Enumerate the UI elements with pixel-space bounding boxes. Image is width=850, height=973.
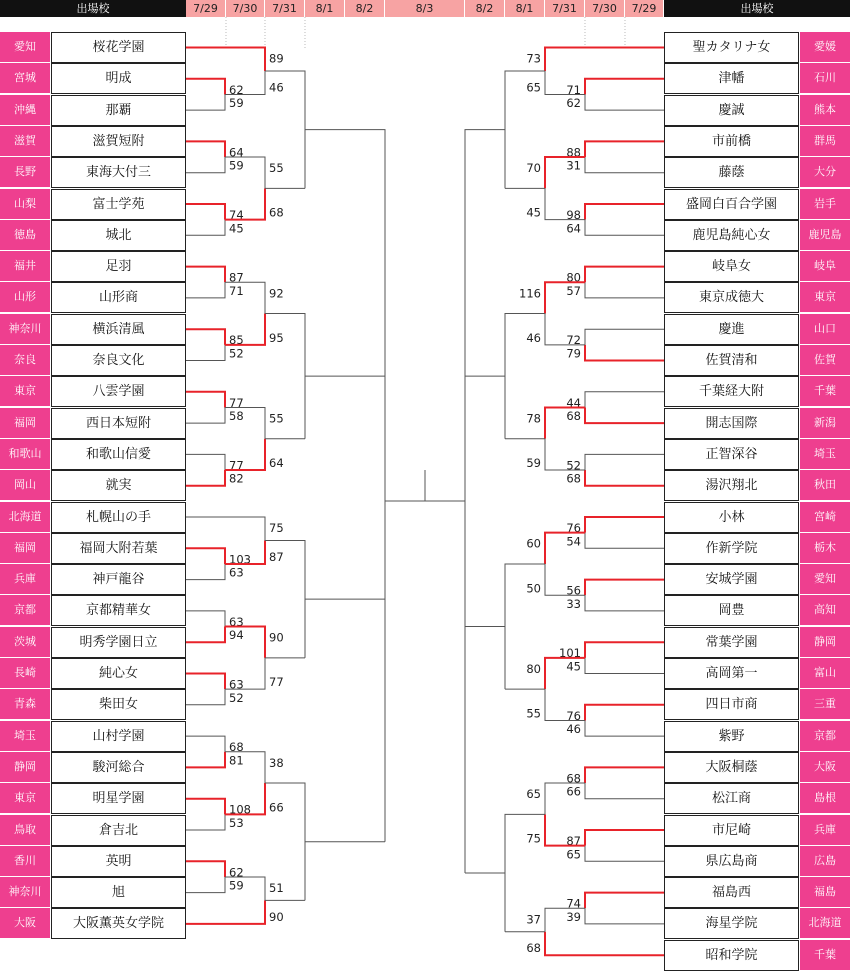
- score-label: 98: [566, 208, 581, 222]
- date-header-cell: 8/2: [345, 0, 385, 17]
- score-label: 66: [566, 784, 581, 799]
- bracket-line: [585, 267, 664, 283]
- prefecture-badge: 福島: [800, 877, 850, 907]
- school-name: 明秀学園日立: [51, 627, 186, 658]
- school-name: 津幡: [664, 63, 799, 94]
- school-name: 倉吉北: [51, 815, 186, 846]
- score-label: 70: [526, 161, 541, 176]
- date-header-cell: 7/30: [226, 0, 265, 17]
- school-name: 聖カタリナ女: [664, 32, 799, 63]
- score-label: 68: [566, 409, 581, 424]
- score-label: 37: [526, 912, 541, 927]
- bracket-line: [585, 220, 664, 236]
- bracket-line: [585, 392, 664, 408]
- school-name: 高岡第一: [664, 658, 799, 689]
- school-name: 西日本短附: [51, 408, 186, 439]
- bracket-line: [186, 736, 225, 752]
- school-name: 那覇: [51, 95, 186, 126]
- score-label: 50: [526, 581, 541, 596]
- bracket-line: [186, 329, 225, 345]
- score-label: 79: [566, 346, 581, 361]
- school-name: 純心女: [51, 658, 186, 689]
- score-label: 63: [229, 614, 244, 629]
- prefecture-badge: 大分: [800, 157, 850, 187]
- school-name: 駿河総合: [51, 752, 186, 783]
- school-label-right: 出場校: [664, 0, 850, 17]
- score-label: 72: [566, 333, 581, 348]
- score-label: 103: [229, 552, 251, 567]
- prefecture-badge: 大阪: [800, 752, 850, 782]
- bracket-line: [585, 783, 664, 799]
- bracket-line: [186, 548, 225, 564]
- bracket-line: [585, 407, 664, 423]
- date-header-cell: 7/29: [186, 0, 226, 17]
- prefecture-badge: 新潟: [800, 408, 850, 438]
- score-label: 64: [566, 221, 581, 236]
- bracket-line: [186, 407, 225, 423]
- school-name: 市前橋: [664, 126, 799, 157]
- school-name: 市尼崎: [664, 815, 799, 846]
- bracket-line: [585, 345, 664, 361]
- date-header-cell: 8/1: [305, 0, 345, 17]
- score-label: 87: [229, 270, 244, 285]
- school-name: 大阪桐蔭: [664, 752, 799, 783]
- prefecture-badge: 神奈川: [0, 877, 50, 907]
- school-name: 岐阜女: [664, 251, 799, 282]
- score-label: 116: [519, 286, 541, 301]
- bracket-line: [585, 846, 664, 862]
- prefecture-badge: 千葉: [800, 940, 850, 970]
- prefecture-badge: 青森: [0, 689, 50, 719]
- score-label: 65: [526, 80, 541, 95]
- prefecture-badge: 愛媛: [800, 32, 850, 62]
- bracket-line: [186, 48, 265, 71]
- prefecture-badge: 愛知: [800, 564, 850, 594]
- school-name: 藤蔭: [664, 157, 799, 188]
- bracket-line: [186, 752, 225, 768]
- prefecture-badge: 秋田: [800, 470, 850, 500]
- score-label: 59: [229, 878, 244, 893]
- date-header-cell: 8/1: [505, 0, 545, 17]
- bracket-line: [545, 48, 664, 71]
- prefecture-badge: 兵庫: [800, 815, 850, 845]
- bracket-line: [585, 642, 664, 658]
- prefecture-badge: 福井: [0, 251, 50, 281]
- prefecture-badge: 山梨: [0, 189, 50, 219]
- prefecture-badge: 北海道: [800, 908, 850, 938]
- bracket-line: [186, 674, 225, 690]
- school-name: 福岡大附若葉: [51, 533, 186, 564]
- school-name: 開志国際: [664, 408, 799, 439]
- school-name: 神戸龍谷: [51, 564, 186, 595]
- school-name: 東京成徳大: [664, 282, 799, 313]
- score-label: 80: [566, 270, 581, 285]
- bracket-line: [585, 658, 664, 674]
- bracket-line: [186, 220, 225, 236]
- score-label: 74: [566, 896, 581, 911]
- school-name: 英明: [51, 846, 186, 877]
- bracket-line: [465, 627, 505, 873]
- score-label: 87: [269, 549, 284, 564]
- school-name: 四日市商: [664, 689, 799, 720]
- score-label: 77: [229, 395, 244, 410]
- prefecture-badge: 岐阜: [800, 251, 850, 281]
- prefecture-badge: 富山: [800, 658, 850, 688]
- prefecture-badge: 京都: [800, 721, 850, 751]
- score-label: 55: [269, 161, 284, 176]
- prefecture-badge: 静岡: [800, 627, 850, 657]
- prefecture-badge: 長崎: [0, 658, 50, 688]
- score-label: 33: [566, 596, 581, 611]
- score-label: 68: [229, 740, 244, 755]
- school-name: 東海大付三: [51, 157, 186, 188]
- bracket-line: [585, 580, 664, 596]
- bracket-line: [585, 470, 664, 486]
- prefecture-badge: 宮崎: [800, 502, 850, 532]
- bracket-line: [186, 900, 265, 923]
- score-label: 66: [269, 800, 284, 815]
- score-label: 90: [269, 909, 284, 924]
- score-label: 74: [229, 208, 244, 222]
- score-label: 58: [229, 409, 244, 424]
- bracket-line: [585, 595, 664, 611]
- score-label: 77: [229, 458, 244, 473]
- score-label: 54: [566, 534, 581, 549]
- score-label: 65: [566, 847, 581, 862]
- bracket-line: [585, 705, 664, 721]
- prefecture-badge: 岩手: [800, 189, 850, 219]
- score-label: 44: [566, 395, 581, 410]
- bracket-line: [186, 204, 225, 220]
- score-label: 90: [269, 630, 284, 645]
- bracket-line: [186, 79, 225, 95]
- bracket-line: [186, 564, 225, 580]
- score-label: 46: [269, 80, 284, 95]
- score-label: 45: [229, 221, 244, 236]
- bracket-line: [585, 533, 664, 549]
- bracket-line: [186, 517, 265, 540]
- score-label: 68: [269, 205, 284, 220]
- score-label: 78: [526, 411, 541, 426]
- prefecture-badge: 兵庫: [0, 564, 50, 594]
- bracket-line: [585, 893, 664, 909]
- school-name: 就実: [51, 470, 186, 501]
- school-name: 岡豊: [664, 595, 799, 626]
- bracket-line: [585, 517, 664, 533]
- school-name: 千葉経大附: [664, 376, 799, 407]
- prefecture-badge: 静岡: [0, 752, 50, 782]
- prefecture-badge: 石川: [800, 63, 850, 93]
- bracket-line: [545, 932, 664, 955]
- score-label: 55: [526, 706, 541, 721]
- school-name: 慶誠: [664, 95, 799, 126]
- prefecture-badge: 岡山: [0, 470, 50, 500]
- prefecture-badge: 東京: [0, 376, 50, 406]
- bracket-line: [186, 627, 225, 643]
- score-label: 95: [269, 330, 284, 345]
- prefecture-badge: 福岡: [0, 533, 50, 563]
- prefecture-badge: 山形: [0, 282, 50, 312]
- school-name: 松江商: [664, 783, 799, 814]
- score-label: 57: [566, 283, 581, 298]
- date-header-cell: 8/2: [465, 0, 505, 17]
- score-label: 62: [566, 96, 581, 111]
- school-name: 湯沢翔北: [664, 470, 799, 501]
- school-name: 山形商: [51, 282, 186, 313]
- prefecture-badge: 東京: [0, 783, 50, 813]
- school-name: 盛岡白百合学園: [664, 189, 799, 220]
- score-label: 38: [269, 755, 284, 770]
- bracket-line: [186, 611, 225, 627]
- prefecture-badge: 愛知: [0, 32, 50, 62]
- bracket-line: [186, 470, 225, 486]
- score-label: 76: [566, 521, 581, 535]
- score-label: 59: [526, 456, 541, 471]
- bracket-line: [585, 830, 664, 846]
- score-label: 63: [229, 677, 244, 692]
- score-label: 51: [269, 880, 284, 895]
- prefecture-badge: 長野: [0, 157, 50, 187]
- school-name: 札幌山の手: [51, 502, 186, 533]
- score-label: 65: [526, 787, 541, 802]
- prefecture-badge: 鹿児島: [800, 220, 850, 250]
- school-name: 昭和学院: [664, 940, 799, 971]
- bracket-line: [585, 908, 664, 924]
- score-label: 75: [526, 831, 541, 846]
- date-header-cell: 7/30: [585, 0, 625, 17]
- school-name: 旭: [51, 877, 186, 908]
- score-label: 71: [566, 82, 581, 97]
- school-name: 作新学院: [664, 533, 799, 564]
- bracket-line: [585, 282, 664, 298]
- school-name: 城北: [51, 220, 186, 251]
- prefecture-badge: 広島: [800, 846, 850, 876]
- score-label: 53: [229, 816, 244, 830]
- school-name: 八雲学園: [51, 376, 186, 407]
- score-label: 92: [269, 286, 284, 301]
- score-label: 64: [229, 145, 244, 160]
- prefecture-badge: 奈良: [0, 345, 50, 375]
- score-label: 60: [526, 536, 541, 551]
- prefecture-badge: 千葉: [800, 376, 850, 406]
- score-label: 87: [566, 834, 581, 848]
- date-header-cell: 7/29: [625, 0, 664, 17]
- bracket-line: [186, 94, 225, 110]
- school-name: 足羽: [51, 251, 186, 282]
- school-name: 京都精華女: [51, 595, 186, 626]
- bracket-line: [585, 204, 664, 220]
- score-label: 62: [229, 865, 244, 880]
- bracket-line: [585, 329, 664, 345]
- date-header-cell: 8/3: [385, 0, 465, 17]
- school-name: 紫野: [664, 721, 799, 752]
- bracket-line: [585, 767, 664, 783]
- prefecture-badge: 佐賀: [800, 345, 850, 375]
- score-label: 88: [566, 145, 581, 160]
- score-label: 108: [229, 802, 251, 817]
- prefecture-badge: 鳥取: [0, 815, 50, 845]
- score-label: 31: [566, 158, 581, 173]
- prefecture-badge: 島根: [800, 783, 850, 813]
- school-name: 和歌山信愛: [51, 439, 186, 470]
- prefecture-badge: 大阪: [0, 908, 50, 938]
- school-name: 明成: [51, 63, 186, 94]
- score-label: 75: [269, 521, 284, 535]
- score-label: 89: [269, 51, 284, 66]
- bracket-line: [305, 130, 385, 376]
- date-header-cell: 7/31: [545, 0, 585, 17]
- bracket-line: [186, 392, 225, 408]
- score-label: 82: [229, 471, 244, 486]
- bracket-line: [585, 454, 664, 470]
- bracket-line: [186, 157, 225, 173]
- score-label: 73: [526, 51, 541, 66]
- score-label: 81: [229, 753, 244, 768]
- date-header-cell: 7/31: [265, 0, 305, 17]
- bracket-line: [465, 130, 505, 376]
- score-label: 80: [526, 661, 541, 676]
- score-label: 68: [526, 941, 541, 956]
- school-name: 小林: [664, 502, 799, 533]
- score-label: 52: [229, 690, 244, 705]
- prefecture-badge: 三重: [800, 689, 850, 719]
- bracket-line: [585, 720, 664, 736]
- bracket-line: [186, 689, 225, 705]
- score-label: 56: [566, 583, 581, 598]
- prefecture-badge: 群馬: [800, 126, 850, 156]
- score-label: 76: [566, 708, 581, 723]
- school-name: 福島西: [664, 877, 799, 908]
- bracket-line: [585, 79, 664, 95]
- score-label: 52: [229, 346, 244, 361]
- prefecture-badge: 滋賀: [0, 126, 50, 156]
- bracket-line: [186, 282, 225, 298]
- bracket-line: [186, 454, 225, 470]
- bracket-line: [186, 799, 225, 815]
- score-label: 59: [229, 96, 244, 111]
- score-label: 101: [559, 646, 581, 661]
- bracket-line: [186, 141, 225, 157]
- prefecture-badge: 栃木: [800, 533, 850, 563]
- score-label: 55: [269, 411, 284, 426]
- bracket-line: [305, 599, 385, 842]
- prefecture-badge: 東京: [800, 282, 850, 312]
- school-name: 県広島商: [664, 846, 799, 877]
- bracket-line: [585, 141, 664, 157]
- prefecture-badge: 徳島: [0, 220, 50, 250]
- school-name: 常葉学園: [664, 627, 799, 658]
- school-name: 佐賀清和: [664, 345, 799, 376]
- school-name: 鹿児島純心女: [664, 220, 799, 251]
- school-name: 奈良文化: [51, 345, 186, 376]
- prefecture-badge: 神奈川: [0, 314, 50, 344]
- school-name: 山村学園: [51, 721, 186, 752]
- prefecture-badge: 北海道: [0, 502, 50, 532]
- bracket-line: [186, 267, 225, 283]
- prefecture-badge: 京都: [0, 595, 50, 625]
- prefecture-badge: 和歌山: [0, 439, 50, 469]
- score-label: 46: [526, 330, 541, 345]
- prefecture-badge: 福岡: [0, 408, 50, 438]
- prefecture-badge: 埼玉: [800, 439, 850, 469]
- school-name: 大阪薫英女学院: [51, 908, 186, 939]
- school-name: 滋賀短附: [51, 126, 186, 157]
- bracket-line: [186, 814, 225, 830]
- prefecture-badge: 山口: [800, 314, 850, 344]
- score-label: 45: [566, 659, 581, 674]
- score-label: 85: [229, 333, 244, 348]
- score-label: 39: [566, 909, 581, 924]
- school-label-left: 出場校: [0, 0, 186, 17]
- prefecture-badge: 熊本: [800, 95, 850, 125]
- school-name: 横浜清風: [51, 314, 186, 345]
- prefecture-badge: 香川: [0, 846, 50, 876]
- score-label: 52: [566, 458, 581, 473]
- bracket-line: [186, 345, 225, 361]
- school-name: 明星学園: [51, 783, 186, 814]
- bracket-line: [585, 94, 664, 110]
- score-label: 71: [229, 283, 244, 298]
- school-name: 海星学院: [664, 908, 799, 939]
- score-label: 63: [229, 565, 244, 580]
- prefecture-badge: 宮城: [0, 63, 50, 93]
- school-name: 桜花学園: [51, 32, 186, 63]
- bracket-line: [186, 861, 225, 877]
- prefecture-badge: 高知: [800, 595, 850, 625]
- score-label: 68: [566, 471, 581, 486]
- score-label: 94: [229, 628, 244, 643]
- prefecture-badge: 沖縄: [0, 95, 50, 125]
- score-label: 45: [526, 205, 541, 220]
- school-name: 柴田女: [51, 689, 186, 720]
- school-name: 安城学園: [664, 564, 799, 595]
- bracket-line: [585, 157, 664, 173]
- score-label: 62: [229, 82, 244, 97]
- prefecture-badge: 茨城: [0, 627, 50, 657]
- score-label: 59: [229, 158, 244, 173]
- score-label: 46: [566, 722, 581, 737]
- school-name: 慶進: [664, 314, 799, 345]
- score-label: 64: [269, 456, 284, 471]
- school-name: 富士学苑: [51, 189, 186, 220]
- score-label: 68: [566, 771, 581, 786]
- score-label: 77: [269, 675, 284, 690]
- school-name: 正智深谷: [664, 439, 799, 470]
- prefecture-badge: 埼玉: [0, 721, 50, 751]
- bracket-line: [186, 877, 225, 893]
